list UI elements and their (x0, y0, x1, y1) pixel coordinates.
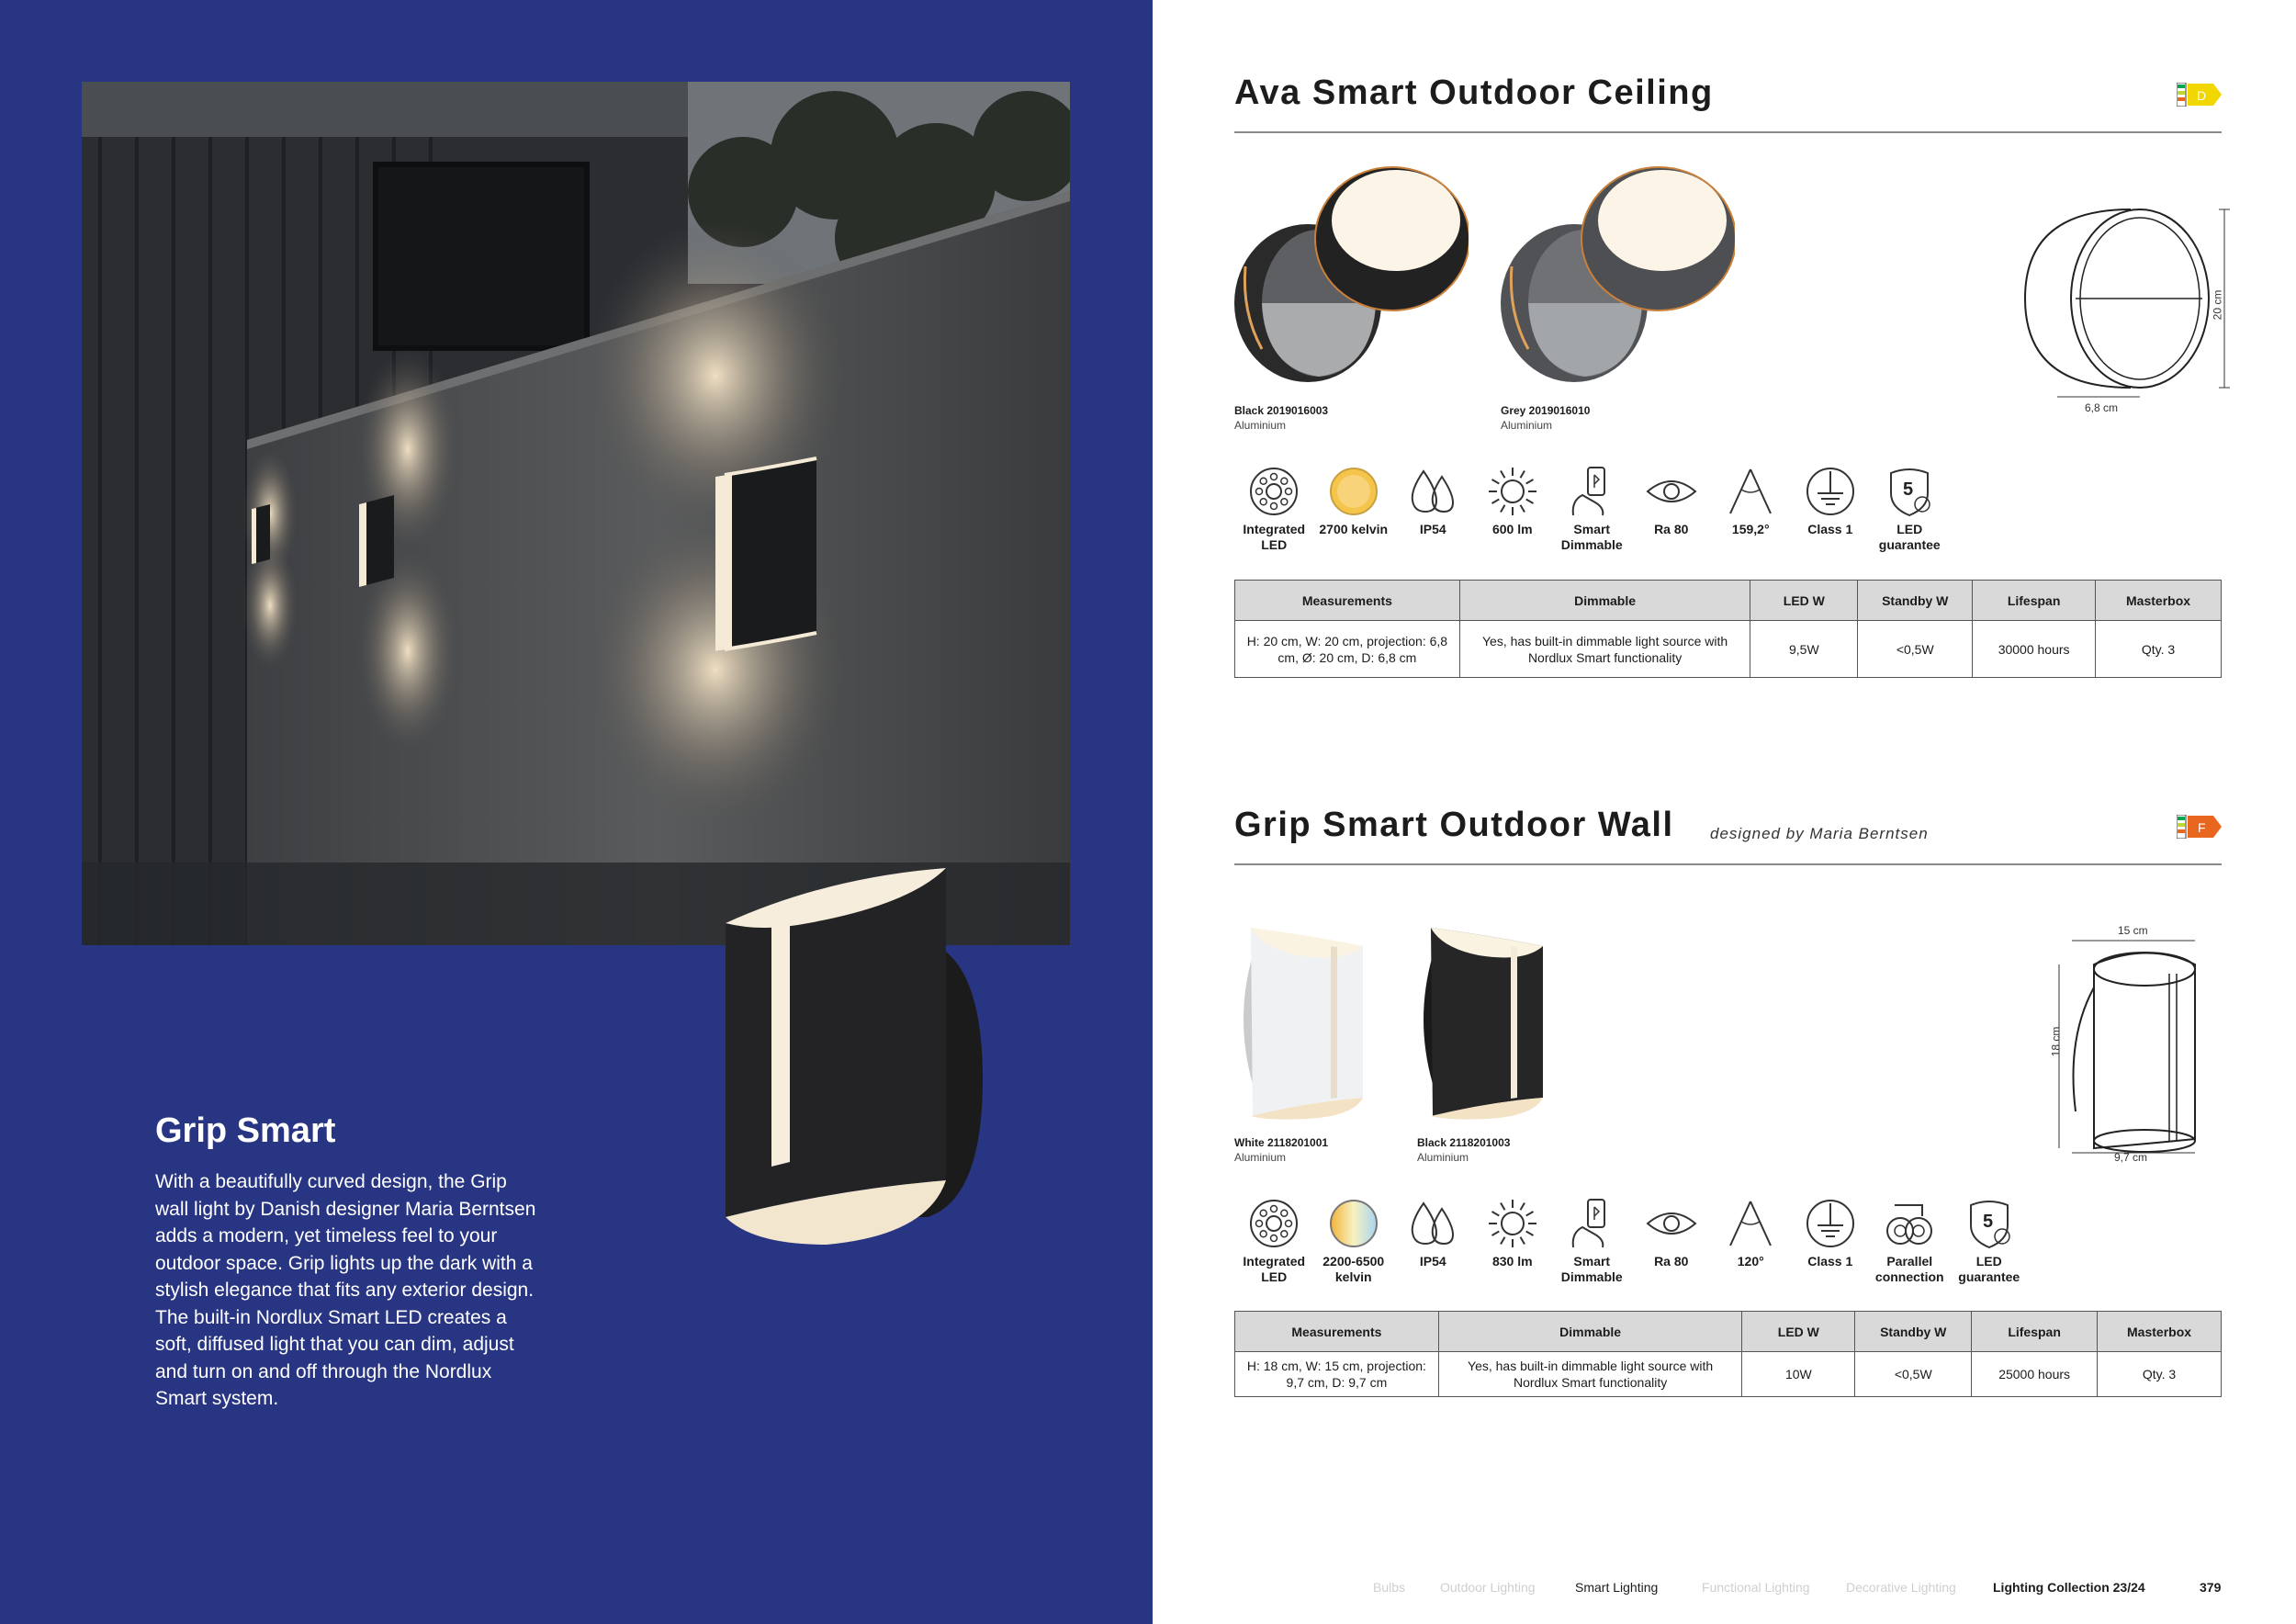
feature-item (1791, 1196, 1871, 1285)
feature-label: Class 1 (1807, 1254, 1853, 1269)
feature-item (1393, 464, 1473, 553)
ava-grey-image (1501, 156, 1735, 395)
left-heading: Grip Smart (155, 1111, 336, 1150)
table-header: Lifespan (1973, 581, 2096, 621)
feature-item (1711, 1196, 1791, 1285)
feature-item (1314, 464, 1394, 553)
variant-grip-black: Black 2118201003 Aluminium (1417, 1136, 1511, 1164)
grip-dim-width: 15 cm (2118, 924, 2148, 937)
ava-dim-depth: 6,8 cm (2085, 401, 2119, 414)
grip-table-header-row (1235, 1312, 2222, 1352)
guarantee-shield-icon (1962, 1196, 2017, 1251)
grip-white-image (1234, 919, 1372, 1121)
table-header: Masterbox (2098, 1312, 2222, 1352)
grip-dim-depth: 9,7 cm (2114, 1151, 2148, 1164)
feature-item (1552, 1196, 1632, 1285)
divider-grip (1234, 863, 2222, 865)
feature-label: Smart Dimmable (1560, 1254, 1623, 1284)
table-header: LED W (1750, 581, 1858, 621)
variant-ava-black: Black 2019016003 Aluminium (1234, 404, 1329, 432)
page-number: 379 (2200, 1580, 2222, 1595)
feature-item (1950, 1196, 2030, 1285)
table-header: Masterbox (2096, 581, 2222, 621)
divider-ava (1234, 131, 2222, 133)
ava-dim-height: 20 cm (2211, 289, 2224, 321)
feature-label: 120° (1737, 1254, 1764, 1269)
table-header: Lifespan (1972, 1312, 2098, 1352)
table-header: LED W (1742, 1312, 1855, 1352)
feature-item (1473, 464, 1553, 553)
table-cell: 25000 hours (1972, 1352, 2098, 1397)
grip-feature-icons (1234, 1196, 2029, 1285)
kelvin-2700-icon (1326, 464, 1381, 519)
footer-nav-outdoor[interactable]: Outdoor Lighting (1440, 1580, 1536, 1595)
table-row (1235, 1352, 2222, 1397)
lumen-sun-icon (1485, 1196, 1540, 1251)
grip-technical-drawing (2057, 928, 2223, 1157)
feature-label: 600 lm (1491, 522, 1533, 536)
table-cell: H: 18 cm, W: 15 cm, projection: 9,7 cm, D: 9,7 cm (1235, 1352, 1439, 1397)
integrated-led-icon (1246, 464, 1301, 519)
svg-text:5: 5 (1982, 1212, 1993, 1232)
feature-label: Smart Dimmable (1560, 522, 1623, 552)
feature-label: IP54 (1419, 1254, 1446, 1269)
feature-item (1870, 464, 1950, 553)
class1-earth-icon (1803, 464, 1858, 519)
footer-nav-bulbs[interactable]: Bulbs (1373, 1580, 1406, 1595)
beam-angle-icon (1723, 1196, 1778, 1251)
ip54-droplets-icon (1405, 1196, 1460, 1251)
designer-credit: designed by Maria Berntsen (1710, 825, 1929, 842)
energy-label-grip (2177, 815, 2223, 839)
energy-class-ava: D (2197, 88, 2207, 103)
table-cell: <0,5W (1855, 1352, 1972, 1397)
ava-feature-icons (1234, 464, 1950, 553)
integrated-led-icon (1246, 1196, 1301, 1251)
table-cell: 30000 hours (1973, 621, 2096, 678)
feature-label: IP54 (1419, 522, 1446, 536)
feature-item (1234, 464, 1314, 553)
feature-label: LED guarantee (1958, 1254, 2020, 1284)
feature-item (1632, 1196, 1712, 1285)
class1-earth-icon (1803, 1196, 1858, 1251)
feature-label: 159,2° (1731, 522, 1770, 536)
feature-item (1791, 464, 1871, 553)
table-cell: Yes, has built-in dimmable light source with Nordlux Smart functionality (1459, 621, 1750, 678)
hero-photo-scene (82, 82, 1070, 945)
table-cell: <0,5W (1858, 621, 1973, 678)
table-cell: Yes, has built-in dimmable light source with Nordlux Smart functionality (1438, 1352, 1742, 1397)
feature-item (1314, 1196, 1394, 1285)
footer-nav-decorative[interactable]: Decorative Lighting (1846, 1580, 1956, 1595)
feature-item (1711, 464, 1791, 553)
feature-label: LED guarantee (1878, 522, 1941, 552)
table-header: Dimmable (1459, 581, 1750, 621)
feature-item (1234, 1196, 1314, 1285)
ra-eye-icon (1644, 1196, 1699, 1251)
feature-label: Parallel connection (1874, 1254, 1944, 1284)
table-header: Standby W (1858, 581, 1973, 621)
lumen-sun-icon (1485, 464, 1540, 519)
table-cell: Qty. 3 (2098, 1352, 2222, 1397)
footer-nav-smart[interactable]: Smart Lighting (1575, 1580, 1659, 1595)
footer-collection: Lighting Collection 23/24 (1993, 1580, 2145, 1595)
left-body-text: With a beautifully curved design, the Grip wall light by Danish designer Maria Berntsen adds a modern, yet timeless feel to your outdoor space. Grip lights up the dark with a stylish elegance that fits any exterior design. The built-in Nordlux Smart LED creates a soft, diffused light that you can dim, adjust and turn on and off through the Nordlux Smart system. (155, 1171, 536, 1409)
product-title-ava: Ava Smart Outdoor Ceiling (1234, 73, 1714, 112)
ip54-droplets-icon (1405, 464, 1460, 519)
feature-label: Integrated LED (1243, 522, 1306, 552)
table-cell: 9,5W (1750, 621, 1858, 678)
feature-label: 2700 kelvin (1319, 522, 1389, 536)
ava-spec-table (1234, 580, 2222, 678)
ava-technical-drawing (2020, 202, 2232, 404)
product-title-grip: Grip Smart Outdoor Wall (1234, 806, 1674, 844)
hero-photo (82, 82, 1070, 945)
feature-label: Class 1 (1807, 522, 1853, 536)
kelvin-range-icon (1326, 1196, 1381, 1251)
energy-label-ava (2177, 83, 2223, 107)
table-row (1235, 621, 2222, 678)
table-header: Measurements (1235, 581, 1460, 621)
svg-text:5: 5 (1903, 479, 1914, 500)
grip-dim-height: 18 cm (2049, 1026, 2063, 1057)
grip-black-image (1414, 919, 1552, 1121)
feature-item (1473, 1196, 1553, 1285)
energy-class-grip: F (2198, 820, 2206, 835)
page-footer (1153, 1580, 2296, 1602)
feature-label: 830 lm (1491, 1254, 1533, 1269)
grip-smart-hero-lamp (716, 868, 992, 1254)
grip-spec-table (1234, 1311, 2222, 1397)
smart-dimmable-icon (1564, 464, 1619, 519)
guarantee-shield-icon (1882, 464, 1937, 519)
ava-table-header-row (1235, 581, 2222, 621)
footer-nav-functional[interactable]: Functional Lighting (1702, 1580, 1810, 1595)
table-header: Standby W (1855, 1312, 1972, 1352)
table-cell: 10W (1742, 1352, 1855, 1397)
feature-label: Ra 80 (1654, 522, 1689, 536)
beam-angle-icon (1723, 464, 1778, 519)
ava-black-image (1234, 156, 1469, 395)
ra-eye-icon (1644, 464, 1699, 519)
feature-item (1632, 464, 1712, 553)
feature-item (1552, 464, 1632, 553)
smart-dimmable-icon (1564, 1196, 1619, 1251)
feature-label: Integrated LED (1243, 1254, 1306, 1284)
table-cell: Qty. 3 (2096, 621, 2222, 678)
feature-item (1870, 1196, 1950, 1285)
table-header: Measurements (1235, 1312, 1439, 1352)
table-header: Dimmable (1438, 1312, 1742, 1352)
feature-item (1393, 1196, 1473, 1285)
parallel-connection-icon (1882, 1196, 1937, 1251)
table-cell: H: 20 cm, W: 20 cm, projection: 6,8 cm, Ø: 20 cm, D: 6,8 cm (1235, 621, 1460, 678)
feature-label: 2200-6500 kelvin (1322, 1254, 1385, 1284)
feature-label: Ra 80 (1654, 1254, 1689, 1269)
variant-ava-grey: Grey 2019016010 Aluminium (1501, 404, 1591, 432)
variant-grip-white: White 2118201001 Aluminium (1234, 1136, 1329, 1164)
